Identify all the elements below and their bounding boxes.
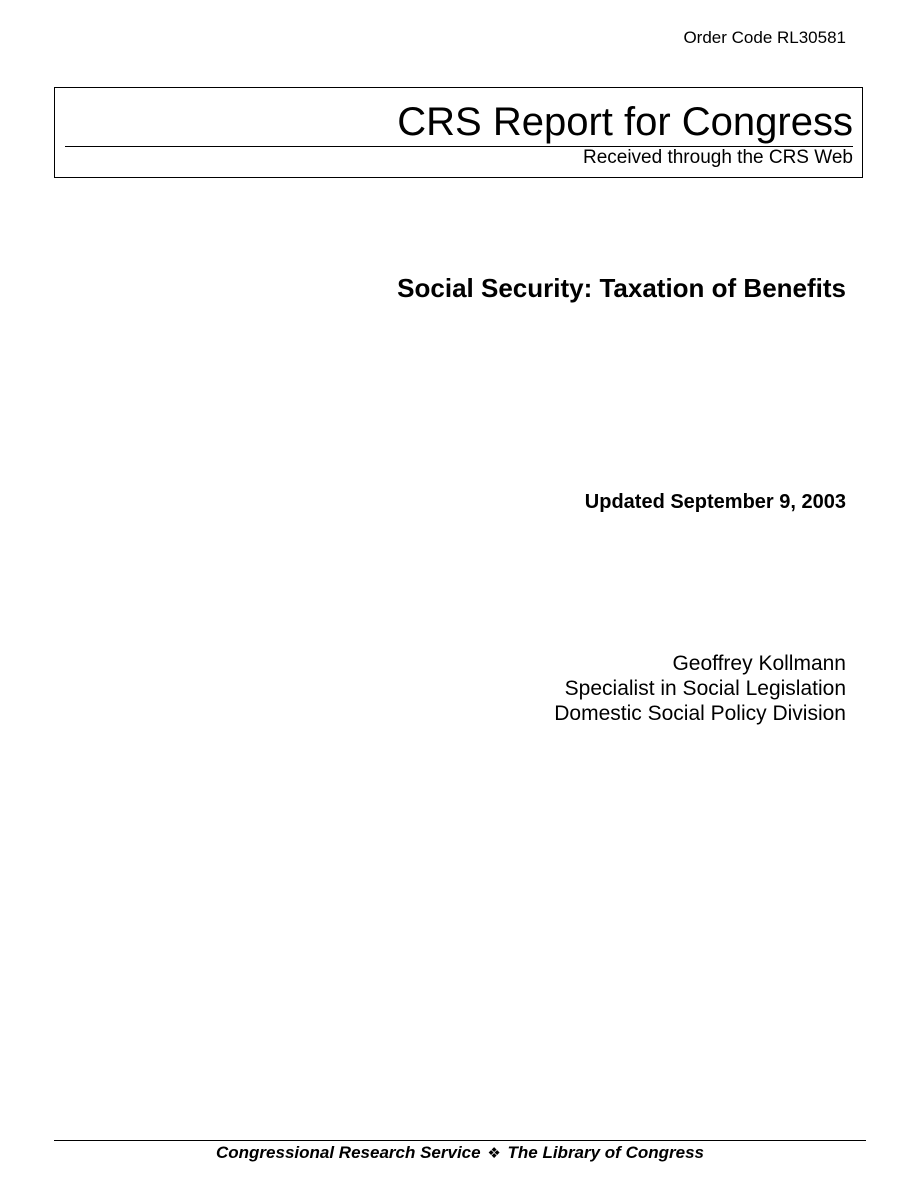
footer-divider	[54, 1140, 866, 1141]
masthead-subtitle: Received through the CRS Web	[582, 147, 853, 168]
report-title: Social Security: Taxation of Benefits	[397, 273, 846, 303]
author-position: Specialist in Social Legislation	[564, 677, 846, 700]
masthead-title: CRS Report for Congress	[397, 100, 853, 144]
masthead-box	[54, 87, 863, 178]
author-name: Geoffrey Kollmann	[672, 652, 846, 675]
footer-left-text: Congressional Research Service	[216, 1143, 481, 1162]
footer-right-text: The Library of Congress	[507, 1143, 704, 1162]
footer	[0, 1143, 920, 1163]
updated-date: Updated September 9, 2003	[584, 491, 846, 513]
order-code: Order Code RL30581	[683, 28, 846, 47]
author-block	[554, 651, 846, 726]
footer-separator-icon: ❖	[487, 1144, 501, 1162]
author-division: Domestic Social Policy Division	[554, 702, 846, 725]
